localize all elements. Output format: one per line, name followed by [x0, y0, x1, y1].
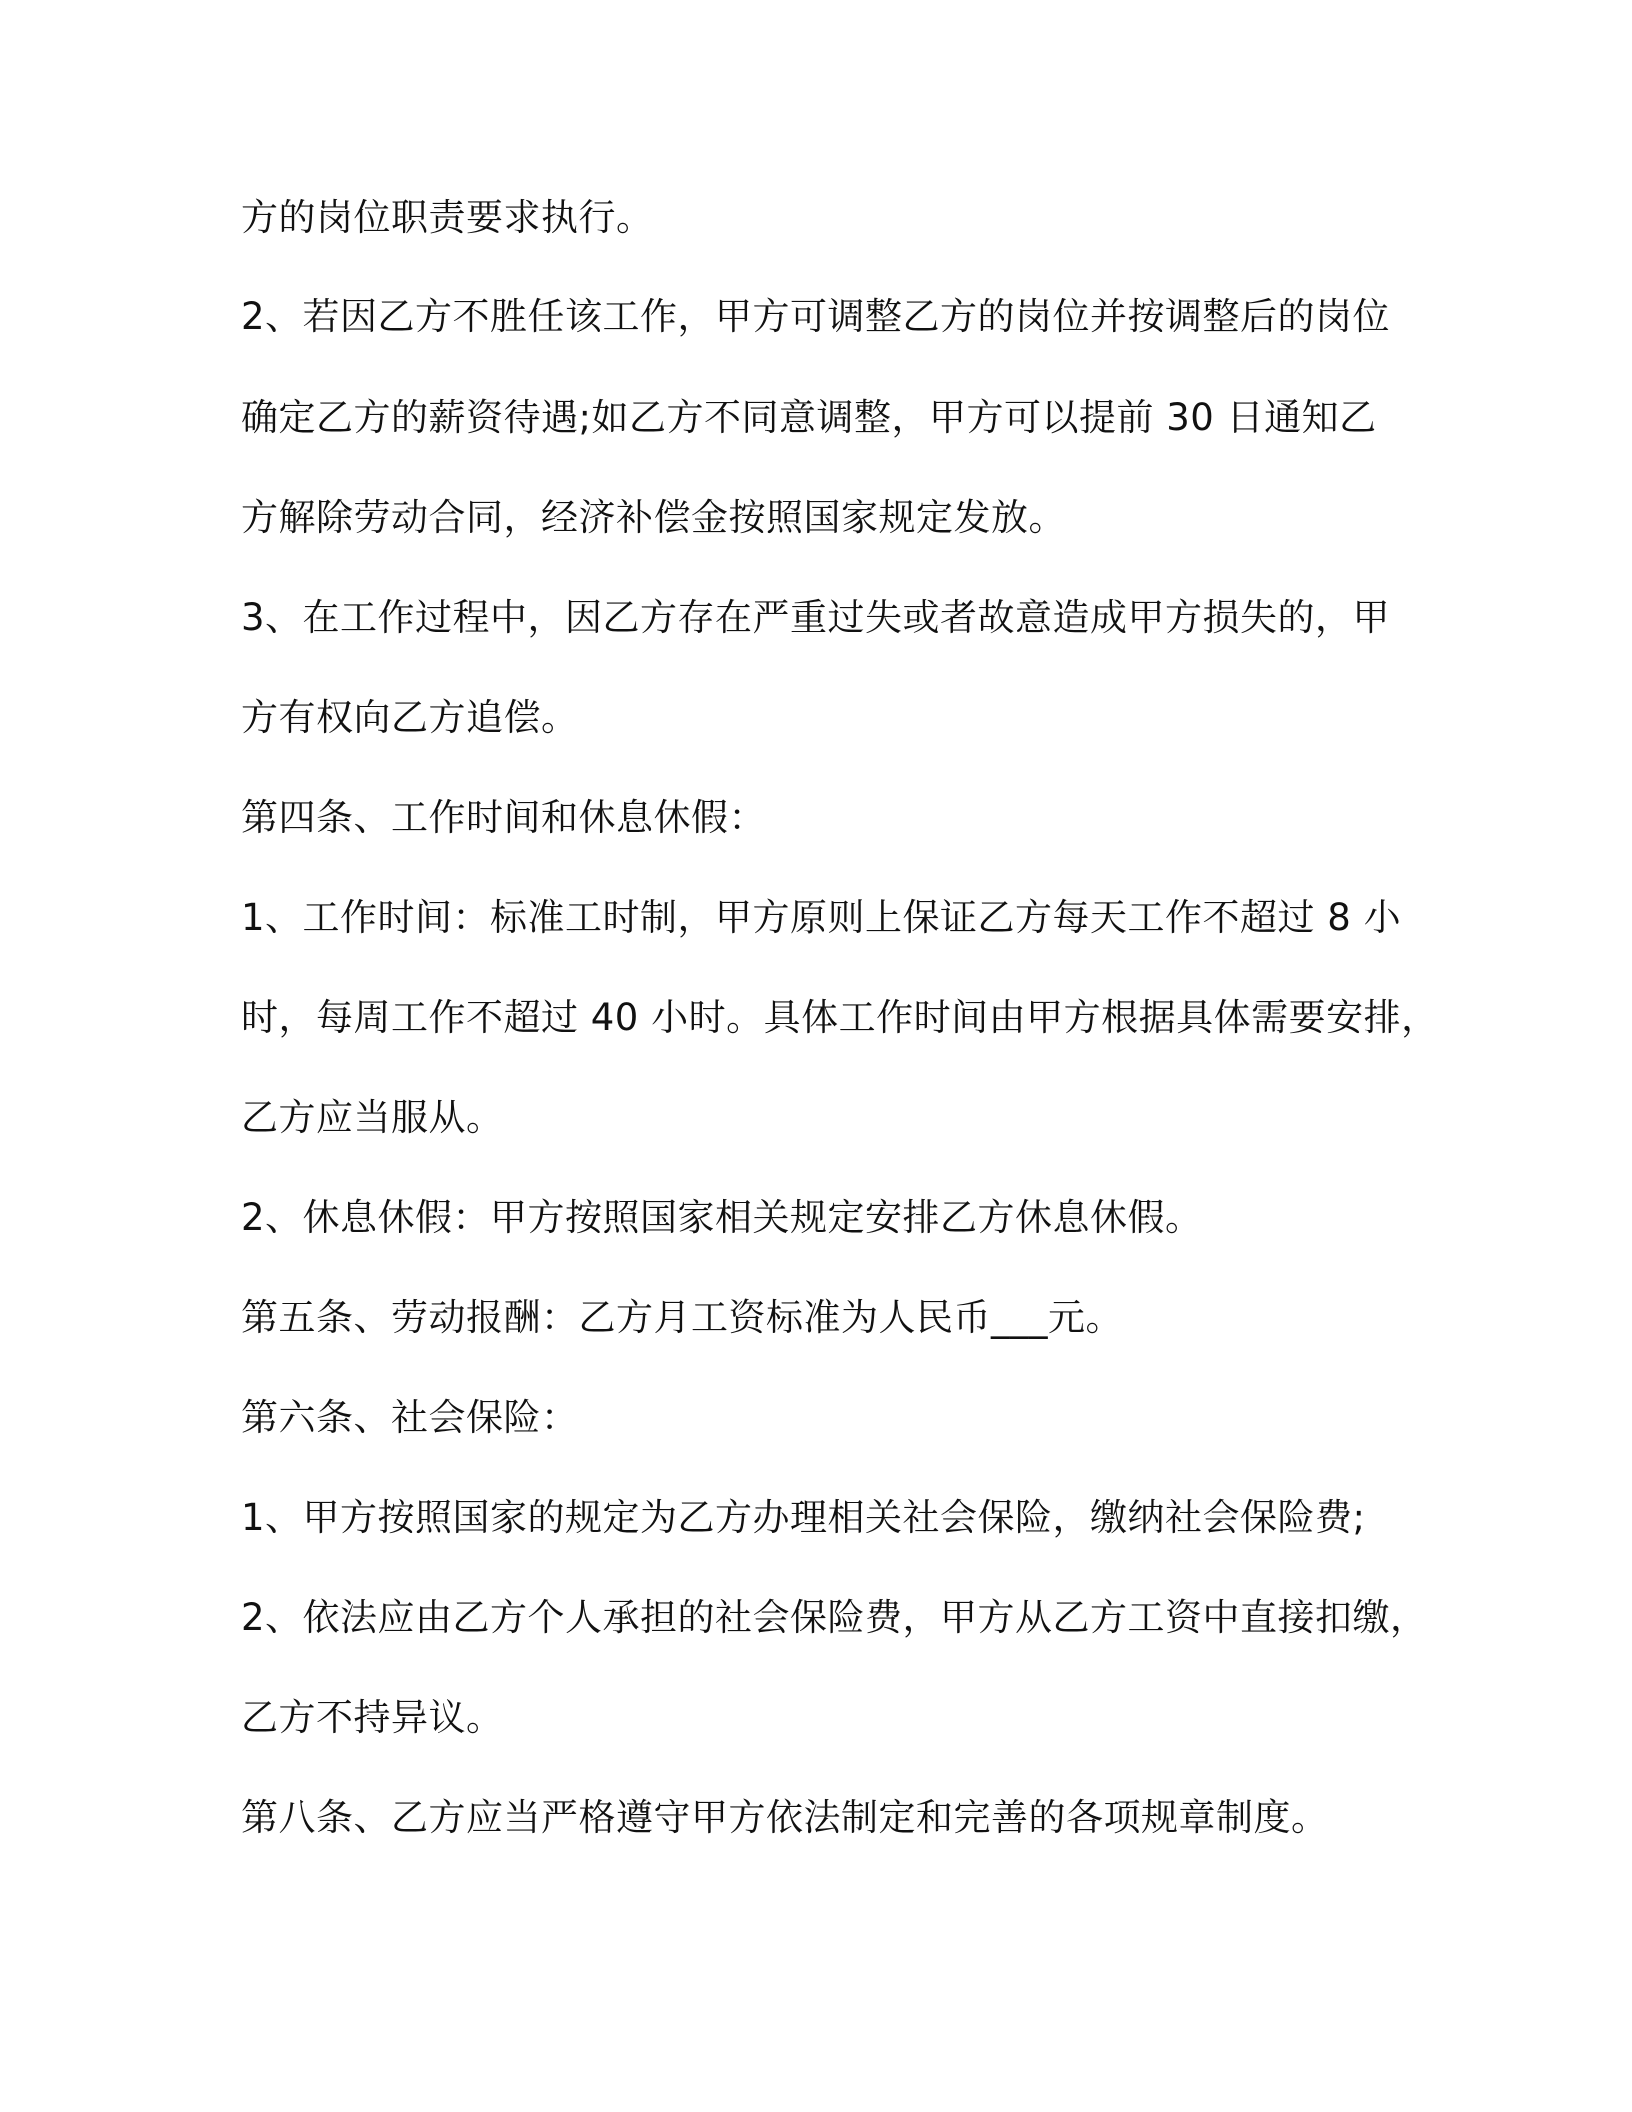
text-line: 方解除劳动合同，经济补偿金按照国家规定发放。: [241, 496, 1066, 539]
text-line: 1、工作时间：标准工时制，甲方原则上保证乙方每天工作不超过 8 小: [241, 896, 1402, 939]
text-line: 乙方应当服从。: [241, 1096, 504, 1139]
section-heading: 第五条、劳动报酬：乙方月工资标准为人民币___元。: [241, 1296, 1123, 1339]
text-line: 方有权向乙方追偿。: [241, 696, 579, 739]
text-line: 确定乙方的薪资待遇;如乙方不同意调整，甲方可以提前 30 日通知乙: [241, 396, 1377, 439]
text-line: 方的岗位职责要求执行。: [241, 196, 654, 239]
text-line: 乙方不持异议。: [241, 1696, 504, 1739]
text-line: 2、休息休假：甲方按照国家相关规定安排乙方休息休假。: [241, 1196, 1203, 1239]
text-line: 3、在工作过程中，因乙方存在严重过失或者故意造成甲方损失的，甲: [241, 596, 1391, 639]
text-line: 时，每周工作不超过 40 小时。具体工作时间由甲方根据具体需要安排，: [241, 996, 1439, 1039]
text-line: 2、若因乙方不胜任该工作，甲方可调整乙方的岗位并按调整后的岗位: [241, 295, 1391, 338]
section-heading: 第六条、社会保险：: [241, 1396, 579, 1439]
text-line: 2、依法应由乙方个人承担的社会保险费，甲方从乙方工资中直接扣缴，: [241, 1596, 1428, 1639]
section-heading: 第八条、乙方应当严格遵守甲方依法制定和完善的各项规章制度。: [241, 1796, 1329, 1839]
section-heading: 第四条、工作时间和休息休假：: [241, 796, 766, 839]
text-line: 1、甲方按照国家的规定为乙方办理相关社会保险，缴纳社会保险费;: [241, 1496, 1366, 1539]
